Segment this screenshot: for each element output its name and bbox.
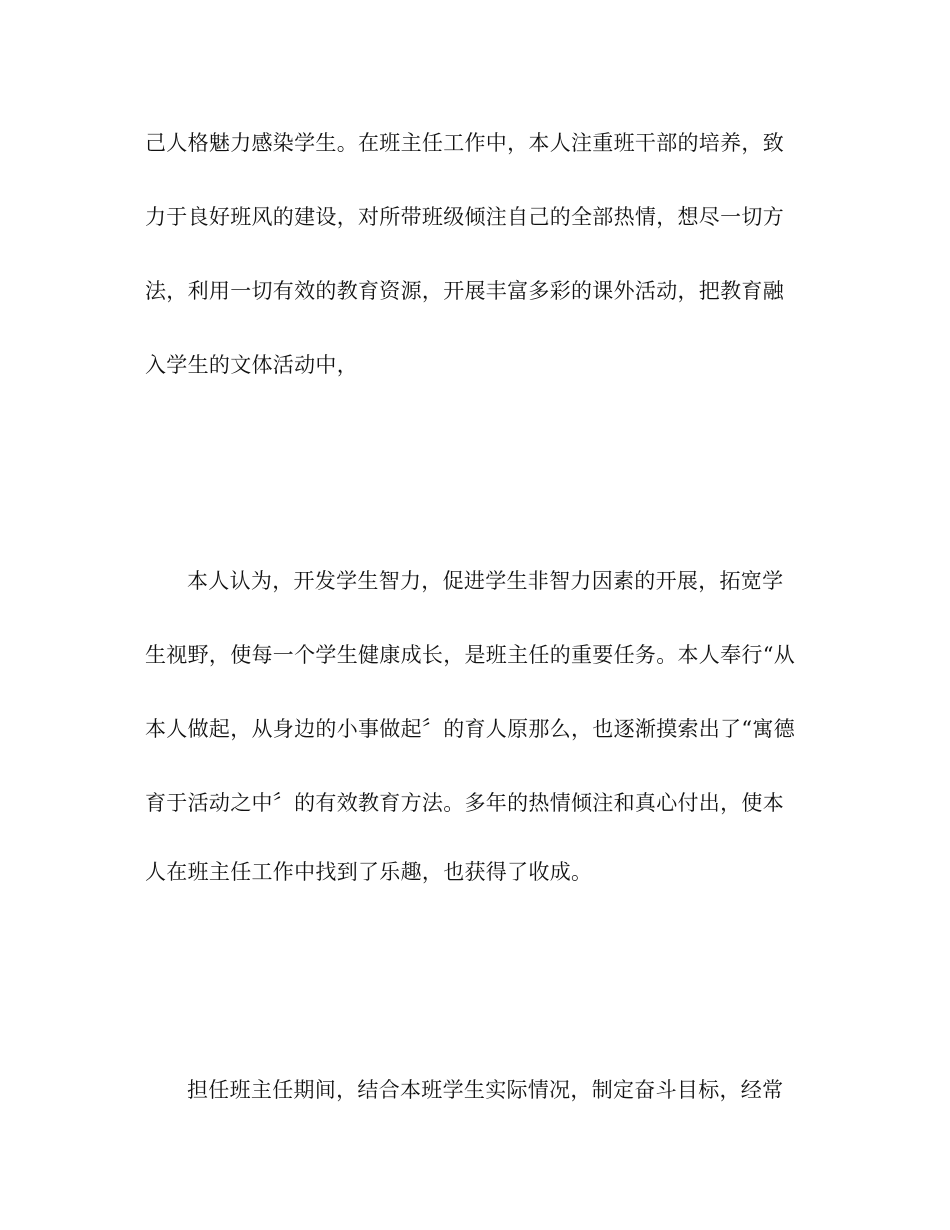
text-line: 育于活动之中〞的有效教育方法。多年的热情倾注和真心付出，使本 [145, 791, 784, 815]
text-line: 本人认为，开发学生智力，促进学生非智力因素的开展，拓宽学 [187, 569, 784, 593]
text-line: 生视野，使每一个学生健康成长，是班主任的重要任务。本人奉行“从 [145, 643, 796, 667]
text-line: 己人格魅力感染学生。在班主任工作中，本人注重班干部的培养，致 [145, 131, 784, 155]
text-line: 担任班主任期间，结合本班学生实际情况，制定奋斗目标，经常 [187, 1078, 784, 1102]
text-line: 本人做起，从身边的小事做起〞的育人原那么，也逐渐摸索出了“寓德 [145, 717, 796, 741]
text-line: 法，利用一切有效的教育资源，开展丰富多彩的课外活动，把教育融 [145, 279, 784, 303]
text-line: 力于良好班风的建设，对所带班级倾注自己的全部热情，想尽一切方 [145, 205, 784, 229]
text-line: 人在班主任工作中找到了乐趣，也获得了收成。 [145, 860, 593, 884]
text-line: 入学生的文体活动中， [145, 353, 358, 377]
